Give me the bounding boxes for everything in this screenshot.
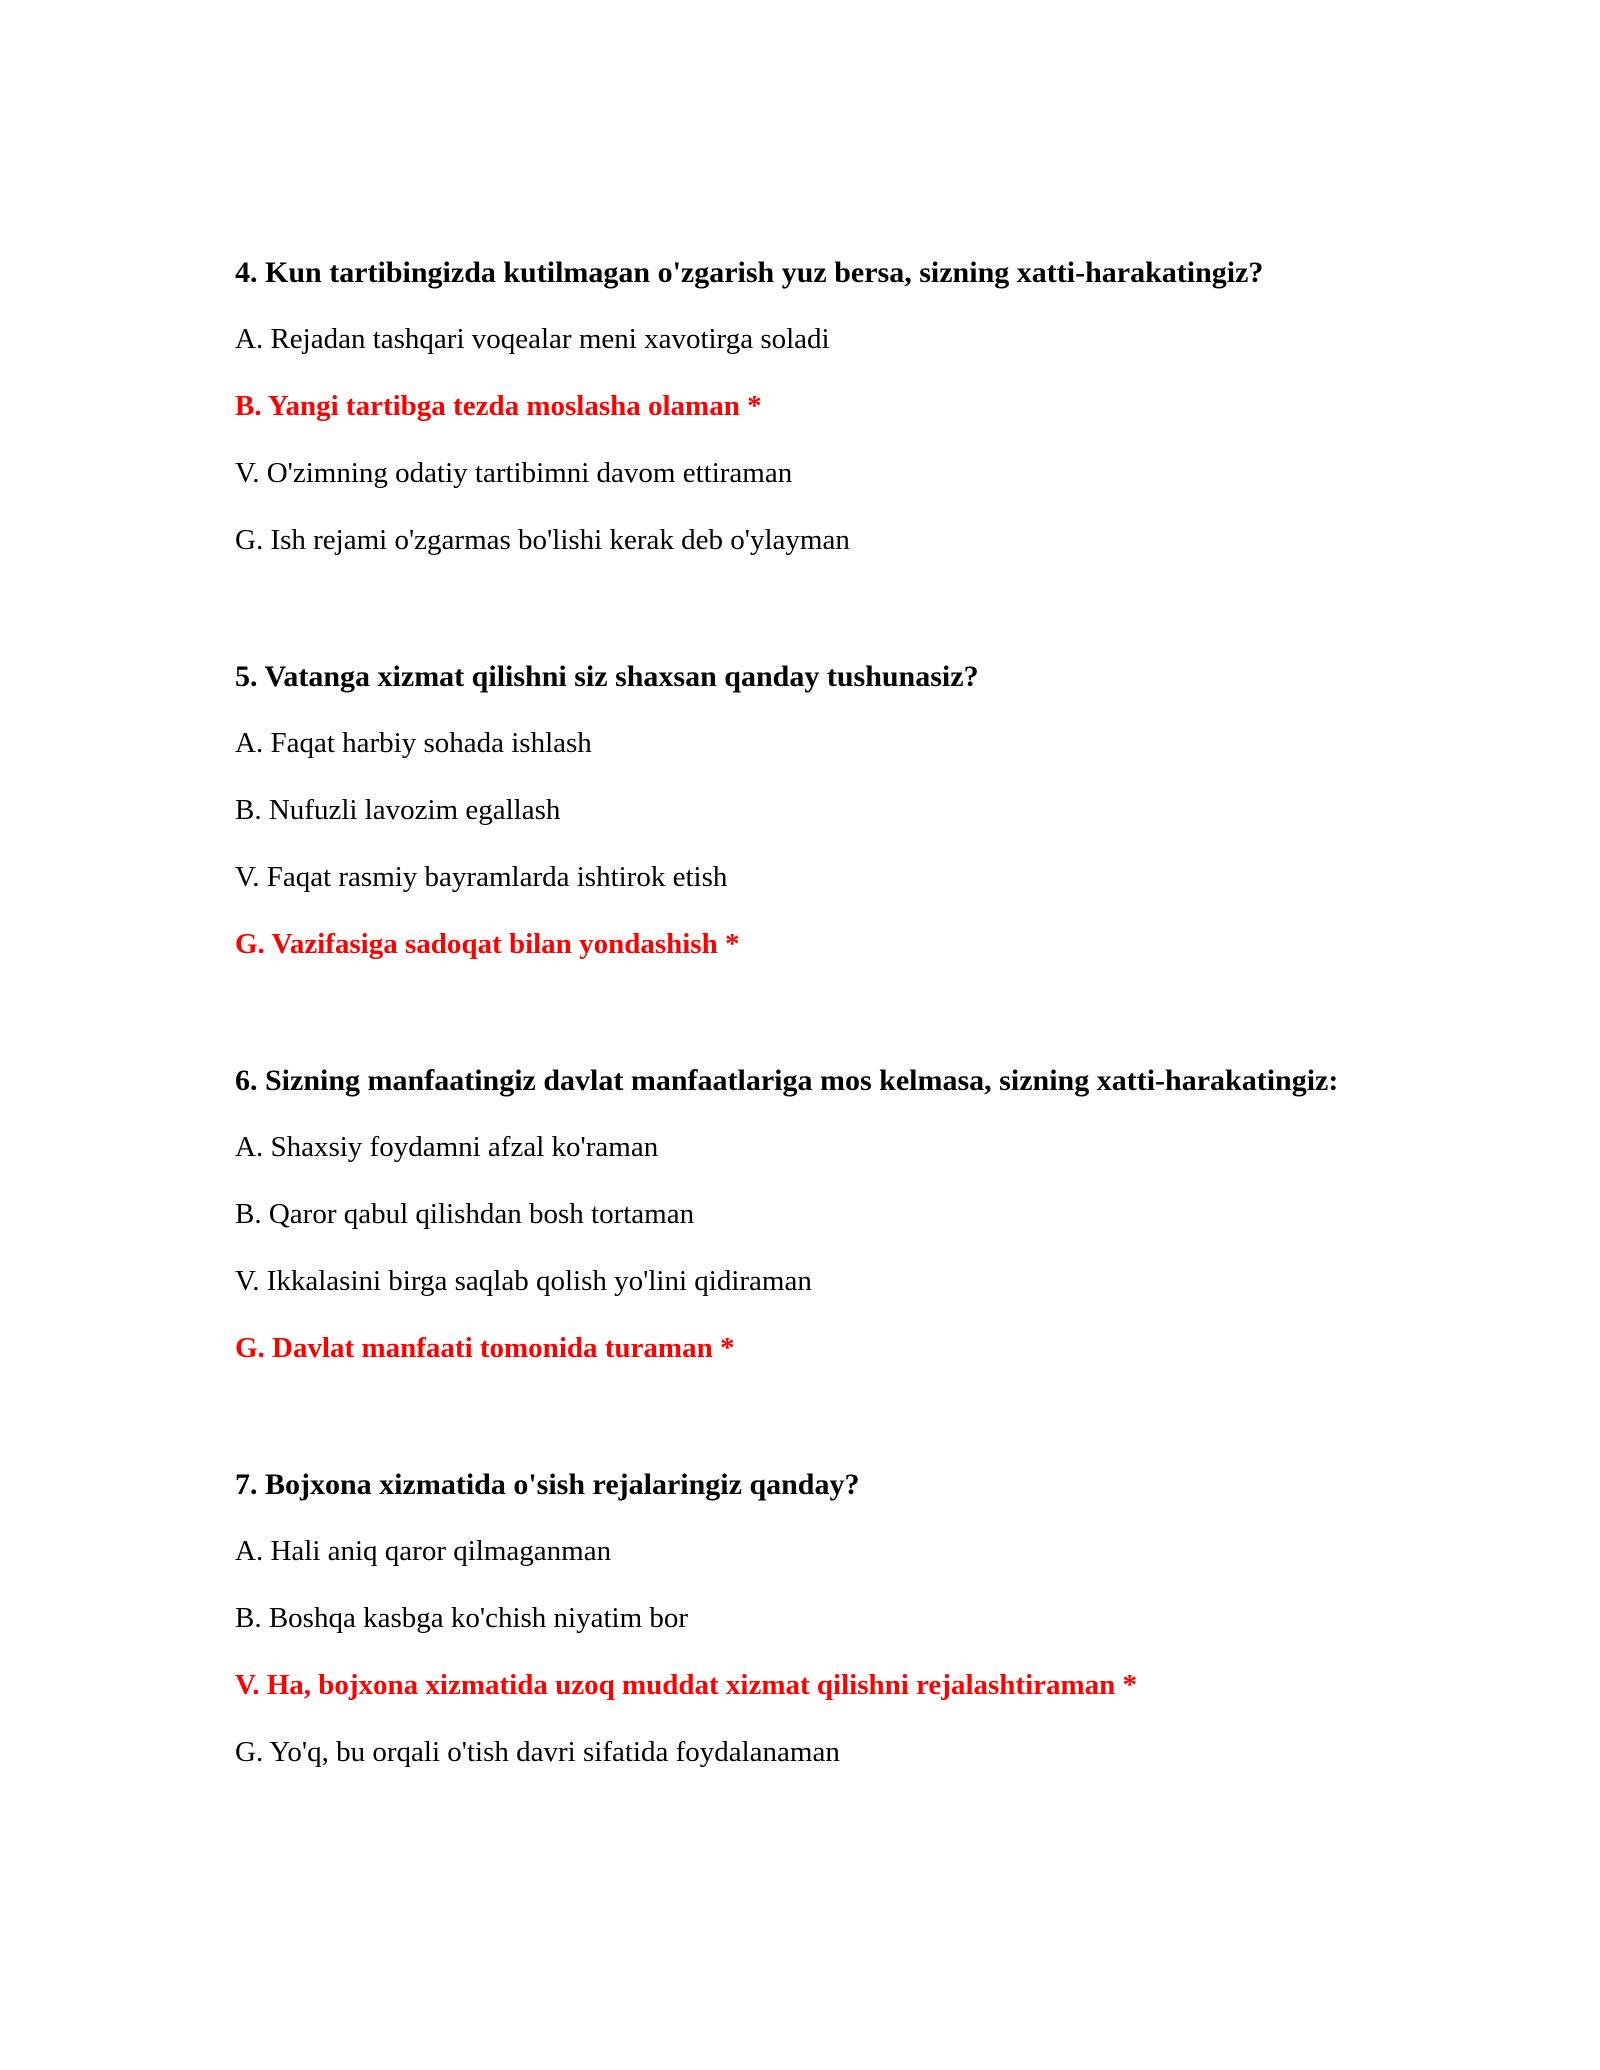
- question-title: 5. Vatanga xizmat qilishni siz shaxsan qanday tushunasiz?: [235, 660, 979, 693]
- question-block-4: [235, 252, 1365, 561]
- correct-answer-option-v: V. Ha, bojxona xizmatida uzoq muddat xizmat qilishni rejalashtiraman *: [235, 1669, 1138, 1701]
- correct-answer-option-b: B. Yangi tartibga tezda moslasha olaman *: [235, 390, 762, 422]
- question-title: 7. Bojxona xizmatida o'sish rejalaringiz qanday?: [235, 1468, 860, 1501]
- question-block-5: [235, 656, 1365, 965]
- answer-option-g: G. Ish rejami o'zgarmas bo'lishi kerak deb o'ylayman: [235, 524, 850, 556]
- answer-option-v: V. O'zimning odatiy tartibimni davom ettiraman: [235, 457, 793, 489]
- answer-option-a: A. Hali aniq qaror qilmaganman: [235, 1535, 612, 1567]
- question-block-6: [235, 1060, 1365, 1369]
- quiz-content: [235, 252, 1365, 1868]
- answer-option-a: A. Faqat harbiy sohada ishlash: [235, 727, 592, 759]
- answer-option-v: V. Ikkalasini birga saqlab qolish yo'lini qidiraman: [235, 1265, 812, 1297]
- answer-option-b: B. Nufuzli lavozim egallash: [235, 794, 561, 826]
- answer-option-b: B. Boshqa kasbga ko'chish niyatim bor: [235, 1602, 689, 1634]
- question-title: 6. Sizning manfaatingiz davlat manfaatlariga mos kelmasa, sizning xatti-harakatingiz:: [235, 1064, 1339, 1097]
- answer-option-a: A. Rejadan tashqari voqealar meni xavotirga soladi: [235, 323, 830, 355]
- correct-answer-option-g: G. Davlat manfaati tomonida turaman *: [235, 1332, 735, 1364]
- answer-option-a: A. Shaxsiy foydamni afzal ko'raman: [235, 1131, 659, 1163]
- answer-option-v: V. Faqat rasmiy bayramlarda ishtirok etish: [235, 861, 728, 893]
- question-title: 4. Kun tartibingizda kutilmagan o'zgarish yuz bersa, sizning xatti-harakatingiz?: [235, 256, 1264, 289]
- answer-option-b: B. Qaror qabul qilishdan bosh tortaman: [235, 1198, 695, 1230]
- question-block-7: [235, 1464, 1365, 1773]
- correct-answer-option-g: G. Vazifasiga sadoqat bilan yondashish *: [235, 928, 740, 960]
- answer-option-g: G. Yo'q, bu orqali o'tish davri sifatida foydalanaman: [235, 1736, 840, 1768]
